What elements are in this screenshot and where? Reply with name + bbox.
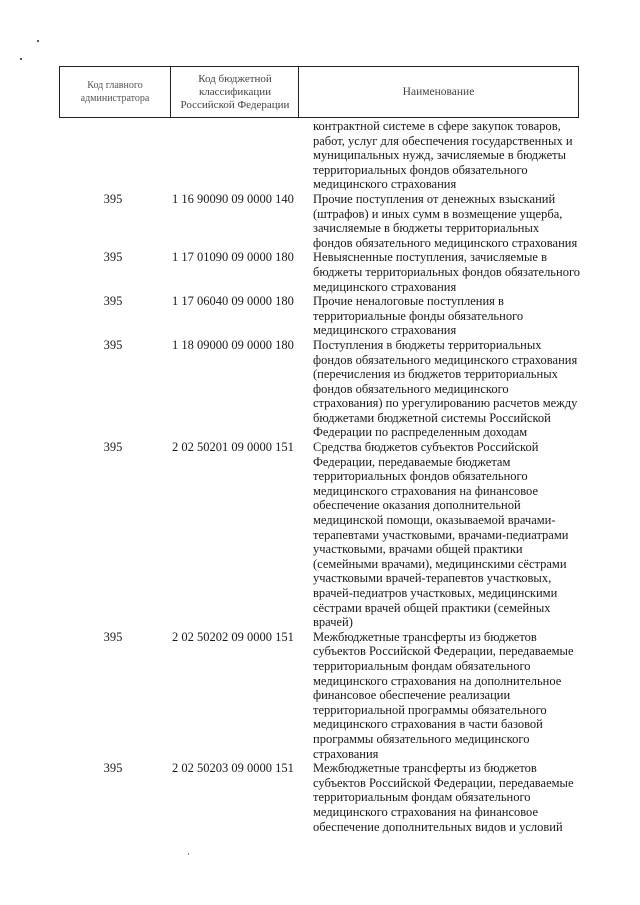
budget-code-cell: 2 02 50203 09 0000 151 <box>172 761 294 776</box>
header-code-line: Российской Федерации <box>180 98 290 111</box>
name-cell <box>313 440 581 630</box>
table-row <box>0 192 640 250</box>
table-row <box>0 630 640 761</box>
name-cell <box>313 630 581 761</box>
table-row <box>0 294 640 338</box>
name-line: медицинского страхования на дополнительное <box>313 673 562 688</box>
name-line: медицинской помощи, оказываемой врачами- <box>313 513 556 528</box>
budget-code-cell: 2 02 50202 09 0000 151 <box>172 629 294 644</box>
name-line: медицинского страхования <box>313 323 457 338</box>
table-row <box>0 119 640 192</box>
table-body <box>0 119 640 834</box>
scan-speck <box>188 853 189 855</box>
name-line: зачисляемые в бюджеты территориальных <box>313 221 540 236</box>
name-line: сёстрами врачей общей практики (семейных <box>313 600 551 615</box>
name-cell <box>313 192 581 250</box>
name-cell <box>313 294 581 338</box>
name-line: медицинского страхования на финансовое <box>313 804 539 819</box>
name-line: обеспечение оказания дополнительной <box>313 498 521 513</box>
name-cell <box>313 761 581 834</box>
header-code-line: классификации <box>198 85 272 98</box>
name-line: фондов обязательного медицинского страхования <box>313 352 578 367</box>
name-line: терапевтами участковыми, врачами-педиатрами <box>313 527 569 542</box>
name-cell <box>313 338 581 440</box>
name-line: бюджетами бюджетной системы Российской <box>313 410 551 425</box>
header-code-line: Код бюджетной <box>198 72 272 85</box>
name-line: обеспечение дополнительных видов и условий <box>313 819 563 834</box>
name-line: фондов обязательного медицинского <box>313 381 509 396</box>
scan-speck <box>37 40 39 42</box>
name-line: территориальным фондам обязательного <box>313 658 531 673</box>
budget-code-cell: 2 02 50201 09 0000 151 <box>172 440 294 455</box>
name-line: территориальным фондам обязательного <box>313 790 531 805</box>
table-row <box>0 338 640 440</box>
table-row <box>0 440 640 630</box>
name-line: программы обязательного медицинского <box>313 731 530 746</box>
name-line: страхования) по урегулированию расчетов между <box>313 396 578 411</box>
name-line: Средства бюджетов субъектов Российской <box>313 440 539 455</box>
budget-code-cell: 1 16 90090 09 0000 140 <box>172 191 294 206</box>
name-line: финансовое обеспечение реализации <box>313 688 511 703</box>
name-line: территориальной программы обязательного <box>313 702 547 717</box>
name-line: (перечисления из бюджетов территориальных <box>313 367 558 382</box>
budget-code-cell: 1 17 06040 09 0000 180 <box>172 294 294 309</box>
name-line: территориальных фондов обязательного <box>313 162 528 177</box>
name-line: врачей) <box>313 615 353 630</box>
name-cell <box>313 119 581 192</box>
name-cell <box>313 250 581 294</box>
admin-code-cell: 395 <box>103 250 123 265</box>
name-line: Поступления в бюджеты территориальных <box>313 337 542 352</box>
name-line: (семейными врачами), медицинскими сёстрами <box>313 556 567 571</box>
header-admin-line: администратора <box>80 93 150 104</box>
header-admin-line: Код главного <box>87 80 143 91</box>
header-admin-code <box>60 67 170 117</box>
name-line: страхования <box>313 746 379 761</box>
name-line: медицинского страхования в части базовой <box>313 717 543 732</box>
admin-code-cell: 395 <box>103 294 123 309</box>
name-line: (штрафов) и иных сумм в возмещение ущерба, <box>313 206 563 221</box>
header-name <box>298 67 578 117</box>
header-name-label: Наименование <box>402 85 475 98</box>
name-line: субъектов Российской Федерации, передаваемые <box>313 775 574 790</box>
name-line: Невыясненные поступления, зачисляемые в <box>313 250 547 265</box>
name-line: врачей-педиатров участковых, медицинскими <box>313 586 558 600</box>
name-line: работ, услуг для обеспечения государственных и <box>313 133 573 148</box>
header-budget-code <box>170 67 299 117</box>
name-line: фондов обязательного медицинского страхования <box>313 235 578 250</box>
admin-code-cell: 395 <box>103 629 123 644</box>
name-line: медицинского страхования <box>313 279 457 294</box>
name-line: территориальных фондов обязательного <box>313 469 528 484</box>
name-line: Прочие поступления от денежных взысканий <box>313 191 556 206</box>
name-line: муниципальных нужд, зачисляемые в бюджеты <box>313 148 567 163</box>
name-line: Прочие неналоговые поступления в <box>313 294 504 309</box>
budget-code-cell: 1 17 01090 09 0000 180 <box>172 250 294 265</box>
name-line: медицинского страхования <box>313 177 457 192</box>
table-row <box>0 250 640 294</box>
budget-code-cell: 1 18 09000 09 0000 180 <box>172 337 294 352</box>
name-line: субъектов Российской Федерации, передаваемые <box>313 644 574 659</box>
scan-speck <box>20 58 22 60</box>
admin-code-cell: 395 <box>103 440 123 455</box>
name-line: территориальные фонды обязательного <box>313 308 524 323</box>
name-line: медицинского страхования на финансовое <box>313 483 539 498</box>
name-line: Федерации, передаваемые бюджетам <box>313 454 511 469</box>
name-line: бюджеты территориальных фондов обязательного <box>313 264 581 279</box>
name-line: участковыми, врачами общей практики <box>313 542 523 557</box>
name-line: Федерации по распределенным доходам <box>313 425 528 440</box>
admin-code-cell: 395 <box>103 191 123 206</box>
name-line: Межбюджетные трансферты из бюджетов <box>313 761 537 776</box>
table-row <box>0 761 640 834</box>
name-line: участковыми врачей-терапевтов участковых, <box>313 571 552 586</box>
name-line: Межбюджетные трансферты из бюджетов <box>313 629 537 644</box>
admin-code-cell: 395 <box>103 761 123 776</box>
name-line: контрактной системе в сфере закупок товаров, <box>313 119 561 133</box>
table-header <box>59 66 579 118</box>
admin-code-cell: 395 <box>103 337 123 352</box>
